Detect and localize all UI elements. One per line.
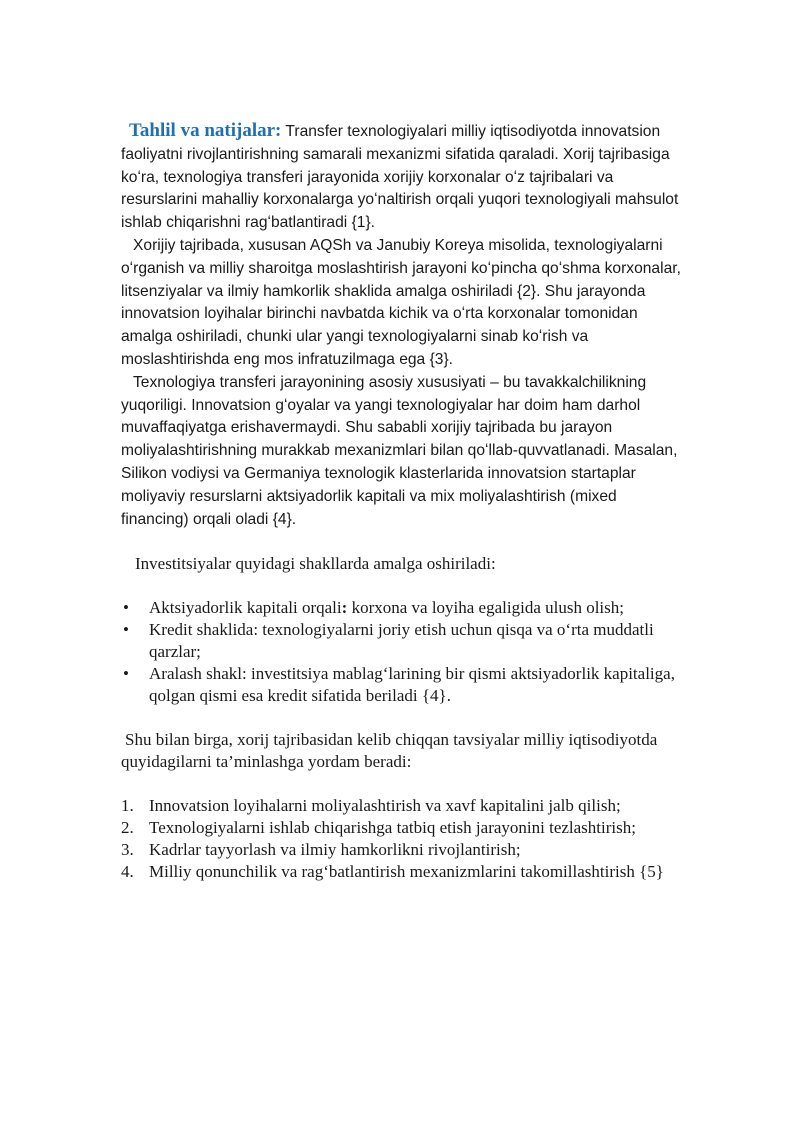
list-item: • Aktsiyadorlik kapitali orqali: korxona va loyiha egaligida ulush olish; <box>123 598 624 618</box>
document-body <box>121 120 681 883</box>
list-item: • Aralash shakl: investitsiya mablagʻlarining bir qismi aktsiyadorlik kapitaliga, qolgan qismi esa kredit sifatida beriladi {4}. <box>123 664 675 706</box>
list-item: 1. Innovatsion loyihalarni moliyalashtirish va xavf kapitalini jalb qilish; <box>121 796 621 816</box>
investment-forms-list <box>121 597 681 707</box>
bullet-icon: • <box>123 620 129 640</box>
list-number: 2. <box>121 818 134 838</box>
paragraph-recommendations: Shu bilan birga, xorij tajribasidan kelib chiqqan tavsiyalar milliy iqtisodiyotda quyidagilarni ta’minlashga yordam beradi: <box>121 730 658 772</box>
list-item: 4. Milliy qonunchilik va ragʻbatlantirish mexanizmlarini takomillashtirish {5} <box>121 862 664 882</box>
list-number: 1. <box>121 796 134 816</box>
paragraph-intro-text: Transfer texnologiyalari milliy iqtisodiyotda innovatsion faoliyatni rivojlantirishning samarali mexanizmi sifatida qaraladi. Xorij tajribasiga koʻra, texnologiya transferi jarayonida xorijiy korxonalar oʻz tajribalari va resurslarini mahalliy korxonalarga yoʻnaltirish orqali yuqori texnologiyali mahsulot ishlab chiqarishni ragʻbatlantiradi {1}. <box>121 123 679 232</box>
paragraph-intro <box>121 120 681 235</box>
bullet-icon: • <box>123 664 129 684</box>
list-item: • Kredit shaklida: texnologiyalarni joriy etish uchun qisqa va oʻrta muddatli qarzlar; <box>123 620 654 662</box>
recommendations-list <box>121 795 681 883</box>
list-item: 3. Kadrlar tayyorlash va ilmiy hamkorlikni rivojlantirish; <box>121 840 521 860</box>
section-heading: Tahlil va natijalar: <box>129 120 282 141</box>
paragraph-transfer-risk: Texnologiya transferi jarayonining asosiy xususiyati – bu tavakkalchilikning yuqoriligi. Innovatsion gʻoyalar va yangi texnologiyalar har doim ham darhol muvaffaqiyatga erishavermaydi. Shu sababli xorijiy tajribada bu jarayon moliyalashtirishning murakkab mexanizmlari bilan qoʻllab-quvvatlanadi. Masalan, Silikon vodiysi va Germaniya texnologik klasterlarida innovatsion startaplar moliyaviy resurslarni aktsiyadorlik kapitali va mix moliyalashtirish (mixed financing) orqali oladi {4}. <box>121 373 678 528</box>
list-number: 3. <box>121 840 134 860</box>
list-number: 4. <box>121 862 134 882</box>
bullet-icon: • <box>123 598 129 618</box>
paragraph-foreign-experience: Xorijiy tajribada, xususan AQSh va Janubiy Koreya misolida, texnologiyalarni oʻrganish va milliy sharoitga moslashtirish jarayoni koʻpincha qoʻshma korxonalar, litsenziyalar va ilmiy hamkorlik shaklida amalga oshiriladi {2}. Shu jarayonda innovatsion loyihalar birinchi navbatda kichik va oʻrta korxonalar tomonidan amalga oshiriladi, chunki ular yangi texnologiyalarni sinab koʻrish va moslashtirishda eng mos infratuzilmaga ega {3}. <box>121 236 681 368</box>
paragraph-investment-forms: Investitsiyalar quyidagi shakllarda amalga oshiriladi: <box>135 554 496 574</box>
list-item: 2. Texnologiyalarni ishlab chiqarishga tatbiq etish jarayonini tezlashtirish; <box>121 818 636 838</box>
